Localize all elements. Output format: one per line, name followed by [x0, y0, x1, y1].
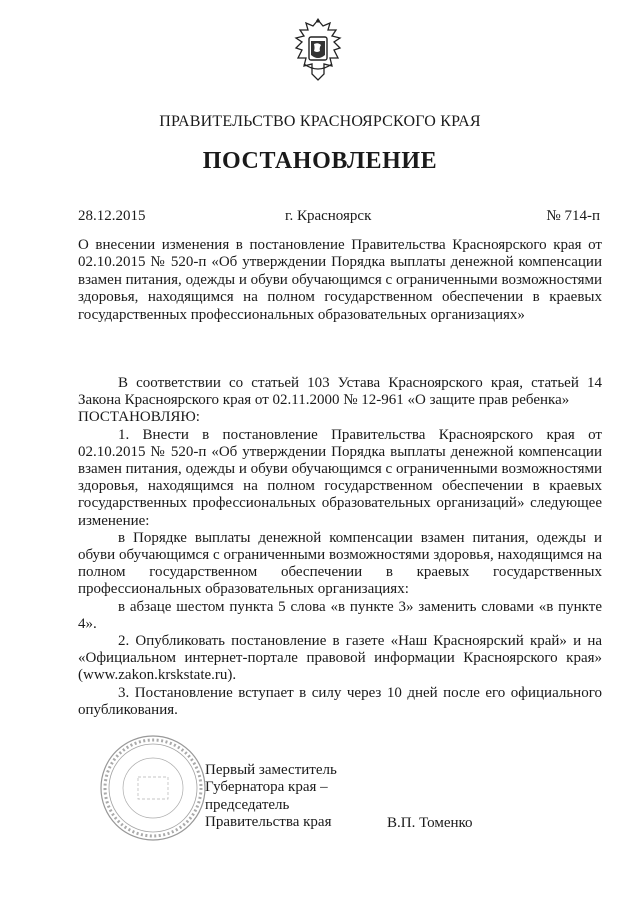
- document-date: 28.12.2015: [78, 208, 146, 224]
- document-subject: О внесении изменения в постановление Правительства Красноярского края от 02.10.2015 № 520-п «Об утверждении Порядка выплаты денежной компенсации взамен питания, одежды и обуви обучающимся с ограниченными возможностями здоровья, находящимся на полном государственном обеспечении в краевых государственных профессиональных образовательных организациях»: [78, 237, 602, 323]
- government-name: ПРАВИТЕЛЬСТВО КРАСНОЯРСКОГО КРАЯ: [159, 113, 481, 130]
- document-number: № 714-п: [546, 208, 600, 224]
- item-1-subparagraph-2: в абзаце шестом пункта 5 слова «в пункте 3» заменить словами «в пункте 4».: [78, 598, 602, 632]
- official-seal-stamp: [98, 733, 208, 843]
- document-type-title: ПОСТАНОВЛЕНИЕ: [202, 148, 438, 174]
- resolve-word: ПОСТАНОВЛЯЮ:: [78, 409, 200, 426]
- signatory-name: В.П. Томенко: [387, 815, 473, 831]
- item-2-paragraph: 2. Опубликовать постановление в газете «Наш Красноярский край» и на «Официальном интернет-портале правовой информации Красноярского края» (www.zakon.krskstate.ru).: [78, 633, 602, 684]
- document-city: г. Красноярск: [285, 208, 372, 224]
- signatory-title-line-1: Первый заместитель: [205, 762, 337, 778]
- item-1-paragraph: 1. Внести в постановление Правительства Красноярского края от 02.10.2015 № 520-п «Об утверждении Порядка выплаты денежной компенсации взамен питания, одежды и обуви обучающимся с ограниченными возможностями здоровья, находящимся на полном государственном обеспечении в краевых государственных профессиональных образовательных организаций» следующее изменение:: [78, 426, 602, 529]
- preamble-paragraph: В соответствии со статьей 103 Устава Красноярского края, статьей 14 Закона Красноярского края от 02.11.2000 № 12-961 «О защите прав ребенка»: [78, 375, 602, 409]
- item-3-paragraph: 3. Постановление вступает в силу через 10 дней после его официального опубликования.: [78, 684, 602, 718]
- signature-block: [205, 762, 337, 831]
- item-1-subparagraph: в Порядке выплаты денежной компенсации взамен питания, одежды и обуви обучающимся с ограниченными возможностями здоровья, находящимся на полном государственном обеспечении в краевых государственных профессиональных образовательных организациях:: [78, 529, 602, 598]
- coat-of-arms-emblem: [290, 18, 346, 84]
- signatory-title-line-4: Правительства края: [205, 813, 332, 830]
- signatory-title-line-3: председатель: [205, 796, 290, 813]
- signatory-title-line-2: Губернатора края –: [205, 779, 328, 796]
- document-body: [78, 375, 602, 719]
